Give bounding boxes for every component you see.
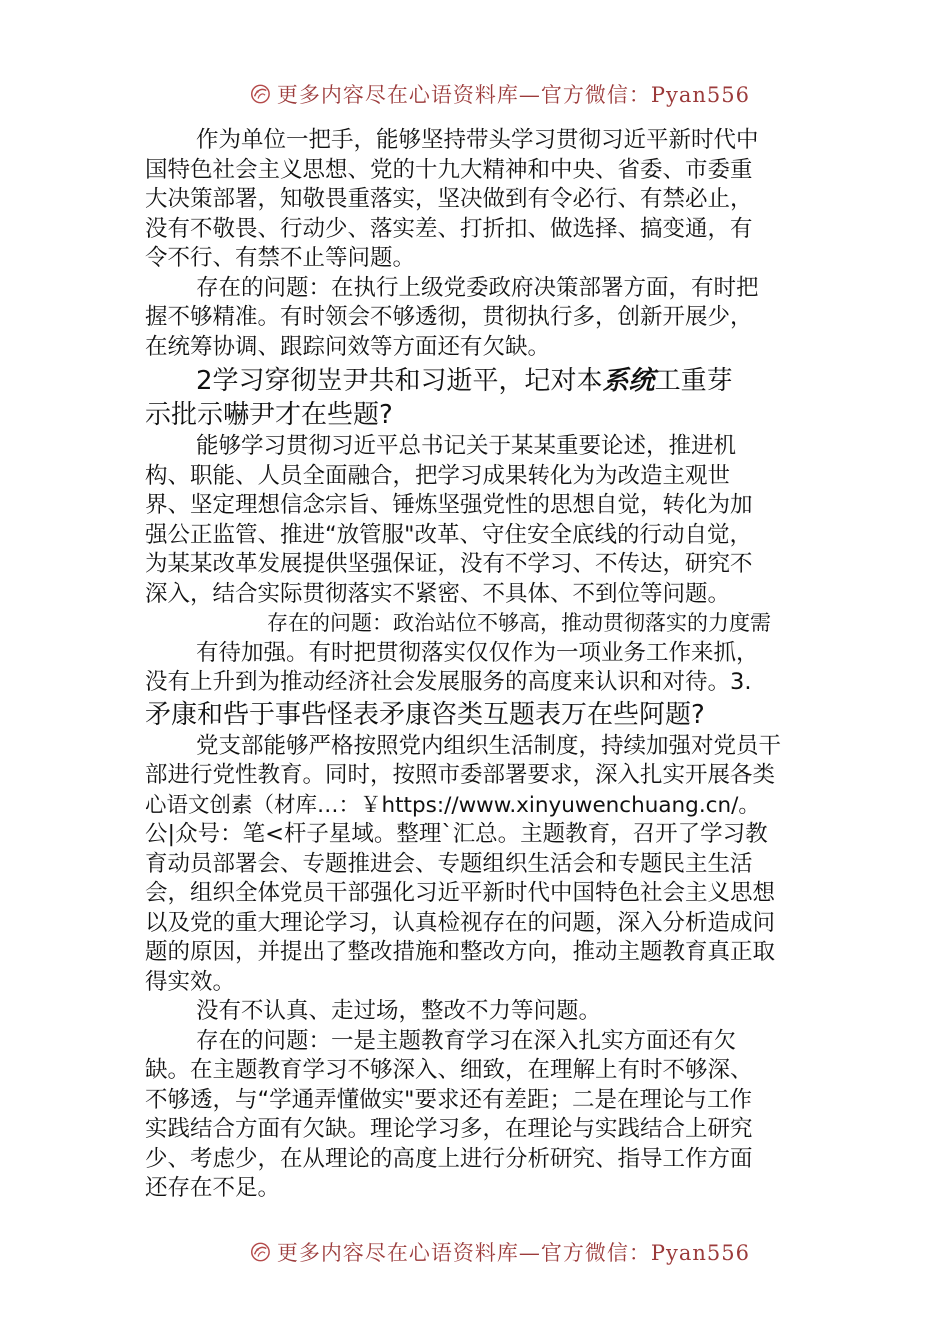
paragraph-line: 心语文创素（材库…：￥https://www.xinyuwenchuang.cn/。 [145, 792, 760, 818]
document-body [145, 126, 820, 1204]
paragraph-line: 会，组织全体党员干部强化习近平新时代中国特色社会主义思想 [145, 880, 776, 906]
paragraph-line: 强公正监管、推进“放管服"改革、守住安全底线的行动自觉， [145, 521, 753, 548]
brand-logo-icon [250, 76, 271, 112]
paragraph-line: 题的原因，并提出了整改措施和整改方向，推动主题教育真正取 [145, 939, 776, 965]
paragraph-line: 实践结合方面有欠缺。理论学习多，在理论与实践结合上研究 [145, 1116, 753, 1142]
paragraph-line: 大决策部署，知敬畏重落实，坚决做到有令必行、有禁必止， [145, 186, 753, 212]
paragraph-line: 作为单位一把手，能够坚持带头学习贯彻习近平新时代中 [196, 127, 759, 153]
footer-banner [250, 1232, 750, 1272]
paragraph-line: 得实效。 [145, 968, 236, 995]
section-heading: 矛康和呰于事呰怪表矛康咨类互题表万在些阿题? [145, 699, 705, 730]
section-heading-text: 系统 [602, 366, 655, 396]
footer-banner-text: 更多内容尽在心语资料库—官方微信：Pyan556 [276, 1241, 750, 1265]
paragraph-line: 存在的问题：一是主题教育学习在深入扎实方面还有欠 [196, 1027, 737, 1054]
paragraph-line: 能够学习贯彻习近平总书记关于某某重要论述，推进机 [196, 433, 737, 459]
section-heading-line2: 示批示嚇尹才在些题? [145, 400, 393, 430]
paragraph-line: 存在的问题：政治站位不够高，推动贯彻落实的力度需 [267, 611, 771, 635]
paragraph-line: 缺。在主题教育学习不够深入、细致，在理解上有时不够深、 [145, 1057, 753, 1083]
paragraph-line: 握不够精准。有时领会不够透彻，贯彻执行多，创新开展少， [145, 304, 753, 330]
header-banner-text: 更多内容尽在心语资料库—官方微信：Pyan556 [276, 83, 750, 107]
paragraph-line: 没有不敬畏、行动少、落实差、打折扣、做选择、搞变通，有 [145, 215, 753, 242]
paragraph-line: 深入，结合实际贯彻落实不紧密、不具体、不到位等问题。 [145, 580, 731, 607]
paragraph-line: 在统筹协调、跟踪问效等方面还有欠缺。 [145, 333, 551, 360]
header-banner [250, 74, 750, 114]
paragraph-line: 以及党的重大理论学习，认真检视存在的问题，深入分析造成问 [145, 909, 776, 936]
paragraph-line: 界、坚定理想信念宗旨、锤炼坚强党性的思想自觉，转化为加 [145, 492, 753, 518]
paragraph-line: 育动员部署会、专题推进会、专题组织生活会和专题民主生活 [145, 850, 753, 877]
paragraph-line: 没有上升到为推动经济社会发展服务的高度来认识和对待。3. [145, 669, 752, 695]
paragraph-line: 还存在不足。 [145, 1175, 281, 1201]
section-heading [145, 364, 820, 398]
paragraph-line: 少、考虑少，在从理论的高度上进行分析研究、指导工作方面 [145, 1145, 753, 1172]
paragraph-line: 令不行、有禁不止等问题。 [145, 245, 416, 271]
paragraph-line: 为某某改革发展提供坚强保证，没有不学习、不传达，研究不 [145, 551, 753, 577]
paragraph-line: 国特色社会主义思想、党的十九大精神和中央、省委、市委重 [145, 156, 753, 183]
paragraph-line: 构、职能、人员全面融合，把学习成果转化为为改造主观世 [145, 462, 731, 489]
section-heading-text: 2学习穿彻岦尹共和习逝平，圮对本 [196, 366, 603, 396]
brand-logo-icon [250, 1234, 271, 1270]
paragraph-line: 有待加强。有时把贯彻落实仅仅作为一项业务工作来抓， [196, 639, 759, 666]
paragraph-line: 党支部能够严格按照党内组织生活制度，持续加强对党员干 [196, 732, 782, 759]
paragraph-line: 公|众号：笔<杆子星域。整理`汇总。主题教育，召开了学习教 [145, 821, 768, 847]
section-heading-text: 工重芽 [654, 366, 733, 396]
paragraph-line: 存在的问题：在执行上级党委政府决策部署方面，有时把 [196, 274, 759, 301]
paragraph-line: 没有不认真、走过场，整改不力等问题。 [196, 998, 602, 1024]
paragraph-line: 部进行党性教育。同时，按照市委部署要求，深入扎实开展各类 [145, 762, 776, 788]
paragraph-line: 不够透，与“学通弄懂做实"要求还有差距；二是在理论与工作 [145, 1086, 753, 1113]
